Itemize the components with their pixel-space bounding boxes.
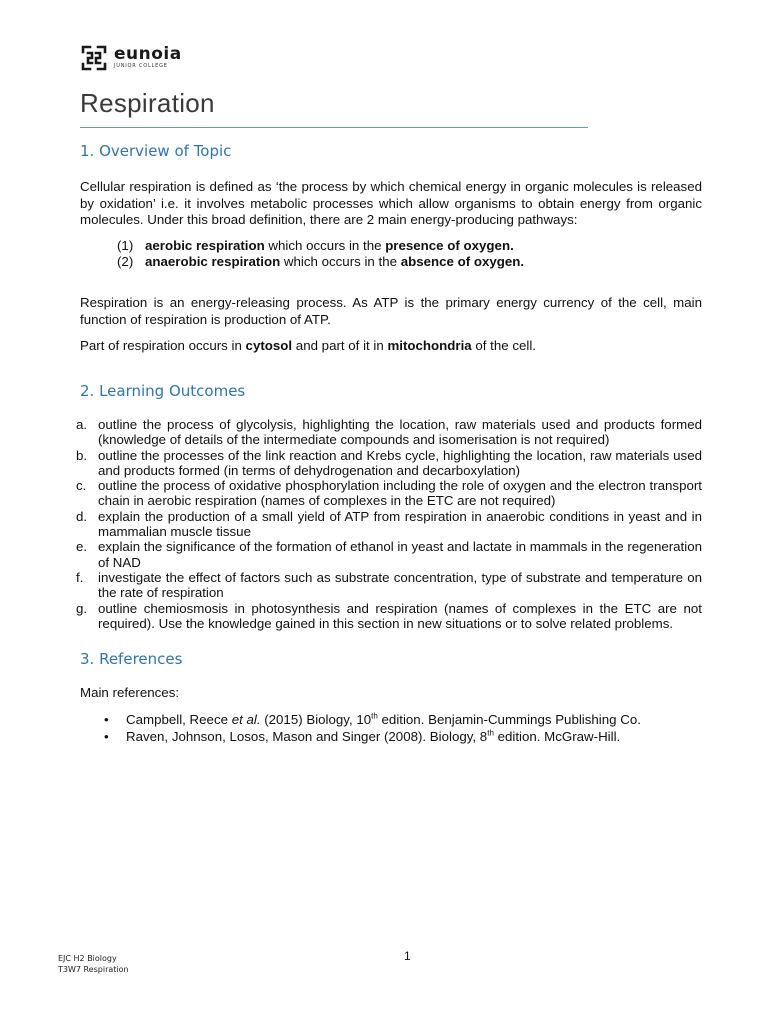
location-text: and part of it in xyxy=(292,338,388,353)
item-letter: e. xyxy=(76,539,88,555)
location-mitochondria: mitochondria xyxy=(387,338,472,353)
reference-text: edition. Benjamin-Cummings Publishing Co. xyxy=(377,712,641,727)
item-letter: g. xyxy=(76,600,88,616)
location-paragraph xyxy=(80,338,702,355)
page-title: Respiration xyxy=(80,88,215,118)
pathway-term: anaerobic respiration xyxy=(145,254,281,269)
overview-intro-paragraph: Cellular respiration is defined as ‘the process by which chemical energy in organic molecules is released by oxidation’ i.e. it involves metabolic processes which allow organisms to obtain energy from organic molecules. Under this broad definition, there are 2 main energy-producing pathways: xyxy=(80,179,702,227)
item-letter: d. xyxy=(76,508,88,524)
pathway-term: aerobic respiration xyxy=(145,238,265,253)
reference-text: edition. McGraw-Hill. xyxy=(493,729,621,744)
item-letter: f. xyxy=(76,569,84,585)
reference-text: Campbell, Reece xyxy=(126,712,232,727)
pathway-condition: presence of oxygen. xyxy=(385,238,514,253)
list-item xyxy=(76,570,702,601)
list-item xyxy=(104,728,704,745)
list-number: (1) xyxy=(117,238,134,253)
item-letter: c. xyxy=(76,478,87,494)
item-text: outline chemiosmosis in photosynthesis and respiration (names of complexes in the ETC are not required). Use the knowledge gained in this section in new situations or to solve related problems. xyxy=(98,600,702,631)
references-list xyxy=(104,711,704,745)
list-item xyxy=(76,509,702,540)
overview-heading: 1. Overview of Topic xyxy=(80,142,232,160)
item-text: explain the production of a small yield of ATP from respiration in anaerobic conditions in yeast and in mammalian muscle tissue xyxy=(98,508,702,540)
item-text: explain the significance of the formation of ethanol in yeast and lactate in mammals in the regeneration of NAD xyxy=(98,539,702,570)
learning-outcomes-heading: 2. Learning Outcomes xyxy=(80,382,246,400)
logo-name: eunoia xyxy=(114,44,182,64)
list-item xyxy=(104,711,704,728)
reference-superscript: th xyxy=(371,711,378,721)
learning-outcomes-list xyxy=(76,417,702,631)
footer-course: EJC H2 Biology xyxy=(58,954,117,963)
pathway-list xyxy=(117,238,707,270)
reference-superscript: th xyxy=(487,728,494,738)
references-intro: Main references: xyxy=(80,685,180,700)
pathway-text: which occurs in the xyxy=(264,238,386,253)
eunoia-logo-icon xyxy=(80,43,108,73)
item-letter: b. xyxy=(76,447,88,463)
item-text: investigate the effect of factors such as substrate concentration, type of substrate and temperature on the rate of respiration xyxy=(98,569,702,601)
atp-paragraph: Respiration is an energy-releasing process. As ATP is the primary energy currency of the cell, main function of respiration is production of ATP. xyxy=(80,295,702,327)
item-text: outline the processes of the link reaction and Krebs cycle, highlighting the location, raw materials used and products formed (in terms of dehydrogenation and decarboxylation) xyxy=(98,447,702,478)
bullet-icon: • xyxy=(104,712,109,727)
reference-italic: et al. xyxy=(231,712,261,727)
location-text: of the cell. xyxy=(471,338,536,353)
item-text: outline the process of glycolysis, highlighting the location, raw materials used and products formed (knowledge of details of the intermediate compounds and isomerisation is not required) xyxy=(98,417,702,448)
list-number: (2) xyxy=(117,254,134,269)
title-underline xyxy=(80,127,588,128)
bullet-icon: • xyxy=(104,729,109,744)
college-logo xyxy=(80,42,182,74)
list-item xyxy=(76,601,702,632)
reference-text: Raven, Johnson, Losos, Mason and Singer (2008). Biology, 8 xyxy=(126,729,488,744)
item-letter: a. xyxy=(76,417,88,432)
location-text: Part of respiration occurs in xyxy=(80,338,246,353)
footer-course-info xyxy=(58,953,129,975)
list-item xyxy=(117,254,707,270)
pathway-condition: absence of oxygen. xyxy=(400,254,525,269)
references-heading: 3. References xyxy=(80,650,183,668)
logo-subtitle: JUNIOR COLLEGE xyxy=(114,63,168,69)
pathway-text: which occurs in the xyxy=(280,254,401,269)
list-item xyxy=(76,417,702,448)
footer-topic: T3W7 Respiration xyxy=(58,965,129,974)
list-item xyxy=(76,539,702,570)
list-item xyxy=(117,238,707,254)
location-cytosol: cytosol xyxy=(245,338,293,353)
item-text: outline the process of oxidative phosphorylation including the role of oxygen and the electron transport chain in aerobic respiration (names of complexes in the ETC are not required) xyxy=(98,478,702,509)
list-item xyxy=(76,478,702,509)
list-item xyxy=(76,448,702,479)
reference-text: (2015) Biology, 10 xyxy=(260,712,372,727)
page-number: 1 xyxy=(404,949,411,963)
